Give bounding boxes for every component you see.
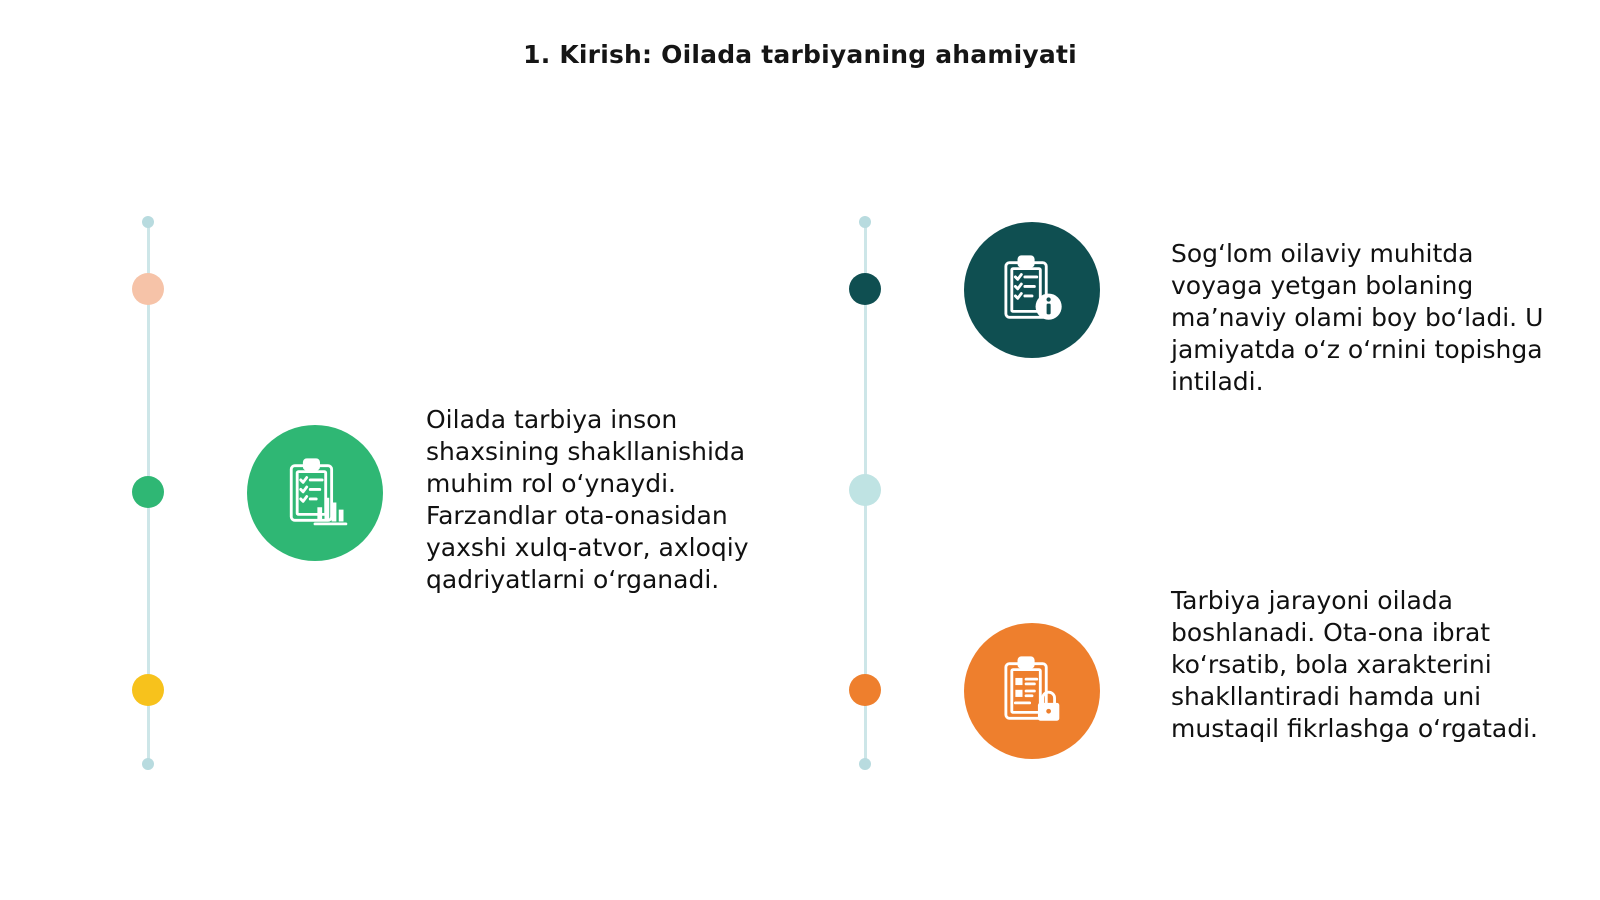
slide-title: 1. Kirish: Oilada tarbiyaning ahamiyati bbox=[523, 40, 1077, 69]
left-timeline-node-yellow bbox=[132, 674, 164, 706]
right-timeline-node-orange bbox=[849, 674, 881, 706]
right-timeline-node-light-teal bbox=[849, 474, 881, 506]
item-description: Tarbiya jarayoni oilada boshlanadi. Ota-ona ibrat ko‘rsatib, bola xarakterini shakllantiradi hamda uni mustaqil fikrlashga o‘rgatadi. bbox=[1171, 586, 1538, 743]
right-timeline-node-dark-teal bbox=[849, 273, 881, 305]
left-timeline-end-dot bbox=[142, 758, 154, 770]
left-timeline-node-green bbox=[132, 476, 164, 508]
item-description: Oilada tarbiya inson shaxsining shakllanishida muhim rol o‘ynaydi. Farzandlar ota-onasidan yaxshi xulq-atvor, axloqiy qadriyatlarni o‘rganadi. bbox=[426, 405, 749, 594]
item-description: Sog‘lom oilaviy muhitda voyaga yetgan bolaning ma’naviy olami boy bo‘ladi. U jamiyatda o‘z o‘rnini topishga intiladi. bbox=[1171, 239, 1544, 396]
clipboard-info-icon bbox=[964, 222, 1100, 358]
left-timeline-start-dot bbox=[142, 216, 154, 228]
clipboard-lock-icon bbox=[964, 623, 1100, 759]
left-timeline-node-peach bbox=[132, 273, 164, 305]
right-timeline-end-dot bbox=[859, 758, 871, 770]
right-timeline-start-dot bbox=[859, 216, 871, 228]
clipboard-chart-icon bbox=[247, 425, 383, 561]
